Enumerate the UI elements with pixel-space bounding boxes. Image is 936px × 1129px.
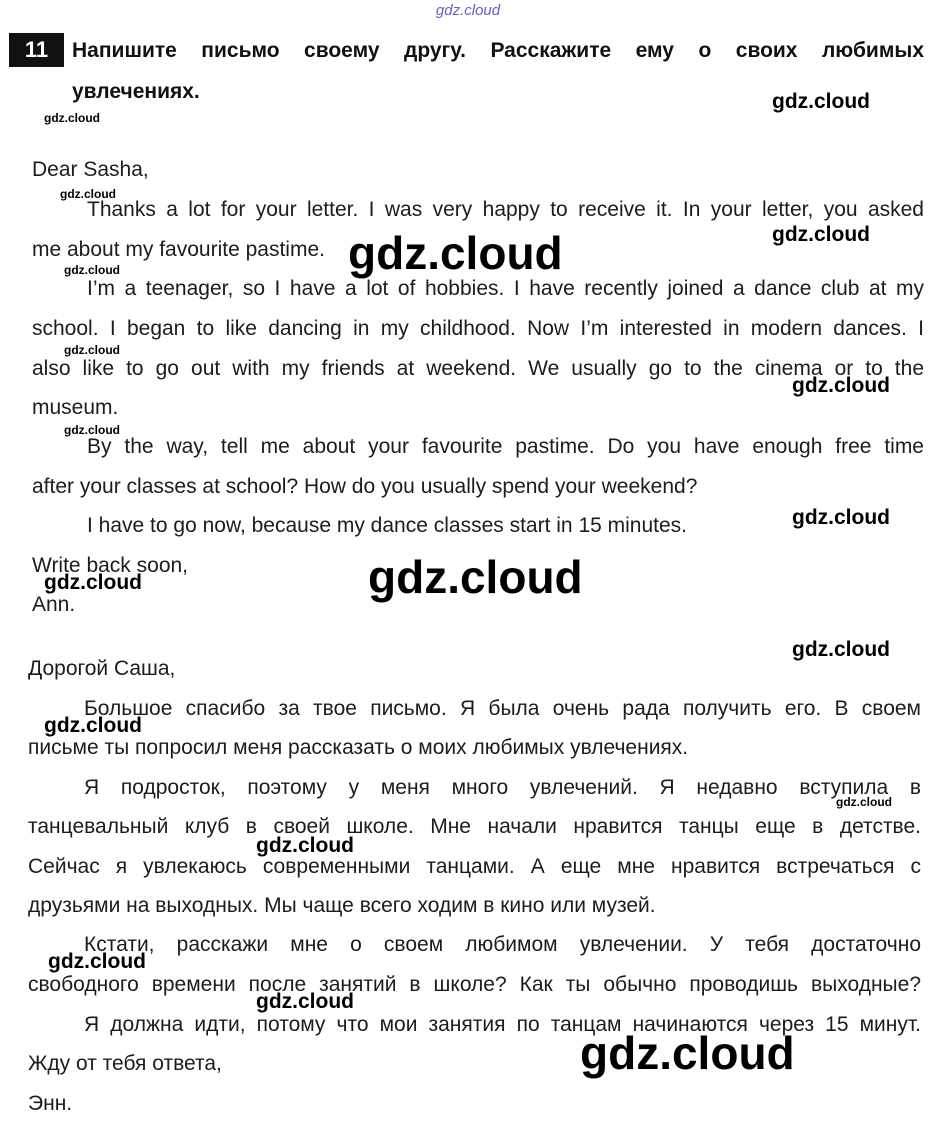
task-instruction-line-2: увлечениях. bbox=[72, 80, 200, 103]
russian-signature: Энн. bbox=[28, 1092, 73, 1115]
russian-paragraph-4: Я должна идти, потому что мои занятия по танцам начинаются через 15 минут. bbox=[84, 1013, 921, 1036]
english-paragraph-1-line-1: Thanks a lot for your letter. I was very happy to receive it. In your letter, you asked bbox=[87, 198, 924, 221]
watermark: gdz.cloud bbox=[64, 263, 120, 277]
watermark: gdz.cloud bbox=[256, 990, 354, 1013]
english-signature: Ann. bbox=[32, 593, 76, 616]
watermark: gdz.cloud bbox=[44, 571, 142, 594]
russian-paragraph-1-line-1: Большое спасибо за твое письмо. Я была очень рада получить его. В своем bbox=[84, 697, 921, 720]
english-greeting: Dear Sasha, bbox=[32, 158, 149, 181]
russian-paragraph-3-line-1: Кстати, расскажи мне о своем любимом увлечении. У тебя достаточно bbox=[84, 933, 921, 956]
english-paragraph-2-line-2: school. I began to like dancing in my childhood. Now I’m interested in modern dances. I bbox=[32, 317, 924, 340]
watermark: gdz.cloud bbox=[368, 551, 583, 603]
english-paragraph-3-line-2: after your classes at school? How do you usually spend your weekend? bbox=[32, 475, 698, 498]
watermark: gdz.cloud bbox=[60, 187, 116, 201]
russian-paragraph-2-line-2: танцевальный клуб в своей школе. Мне начали нравится танцы еще в детстве. bbox=[28, 815, 921, 838]
watermark: gdz.cloud bbox=[580, 1027, 795, 1079]
watermark: gdz.cloud bbox=[348, 227, 563, 279]
watermark: gdz.cloud bbox=[256, 834, 354, 857]
russian-paragraph-3-line-2: свободного времени после занятий в школе? Как ты обычно проводишь выходные? bbox=[28, 973, 921, 996]
russian-paragraph-2-line-4: друзьями на выходных. Мы чаще всего ходим в кино или музей. bbox=[28, 894, 656, 917]
watermark: gdz.cloud bbox=[44, 714, 142, 737]
english-closing: Write back soon, bbox=[32, 554, 189, 577]
russian-greeting: Дорогой Саша, bbox=[28, 657, 176, 680]
watermark: gdz.cloud bbox=[792, 374, 890, 397]
watermark: gdz.cloud bbox=[836, 795, 892, 809]
watermark: gdz.cloud bbox=[792, 506, 890, 529]
english-paragraph-1-line-2: me about my favourite pastime. bbox=[32, 238, 325, 261]
top-site-watermark: gdz.cloud bbox=[435, 2, 501, 19]
english-paragraph-2-line-3: also like to go out with my friends at weekend. We usually go to the cinema or to the bbox=[32, 357, 924, 380]
watermark: gdz.cloud bbox=[772, 223, 870, 246]
russian-paragraph-2-line-1: Я подросток, поэтому у меня много увлечений. Я недавно вступила в bbox=[84, 776, 921, 799]
watermark: gdz.cloud bbox=[64, 423, 120, 437]
russian-paragraph-2-line-3: Сейчас я увлекаюсь современными танцами. А еще мне нравится встречаться с bbox=[28, 855, 921, 878]
russian-paragraph-1-line-2: письме ты попросил меня рассказать о моих любимых увлечениях. bbox=[28, 736, 689, 759]
watermark: gdz.cloud bbox=[792, 638, 890, 661]
english-paragraph-2-line-1: I’m a teenager, so I have a lot of hobbies. I have recently joined a dance club at my bbox=[87, 277, 924, 300]
task-instruction-line-1: Напишите письмо своему другу. Расскажите ему о своих любимых bbox=[72, 39, 924, 62]
watermark: gdz.cloud bbox=[44, 111, 100, 125]
watermark: gdz.cloud bbox=[64, 343, 120, 357]
english-paragraph-4: I have to go now, because my dance classes start in 15 minutes. bbox=[87, 514, 687, 537]
watermark: gdz.cloud bbox=[48, 950, 146, 973]
english-paragraph-2-line-4: museum. bbox=[32, 396, 119, 419]
exercise-number-badge: 11 bbox=[9, 33, 64, 67]
watermark: gdz.cloud bbox=[772, 90, 870, 113]
english-paragraph-3-line-1: By the way, tell me about your favourite pastime. Do you have enough free time bbox=[87, 435, 924, 458]
russian-closing: Жду от тебя ответа, bbox=[28, 1052, 222, 1075]
